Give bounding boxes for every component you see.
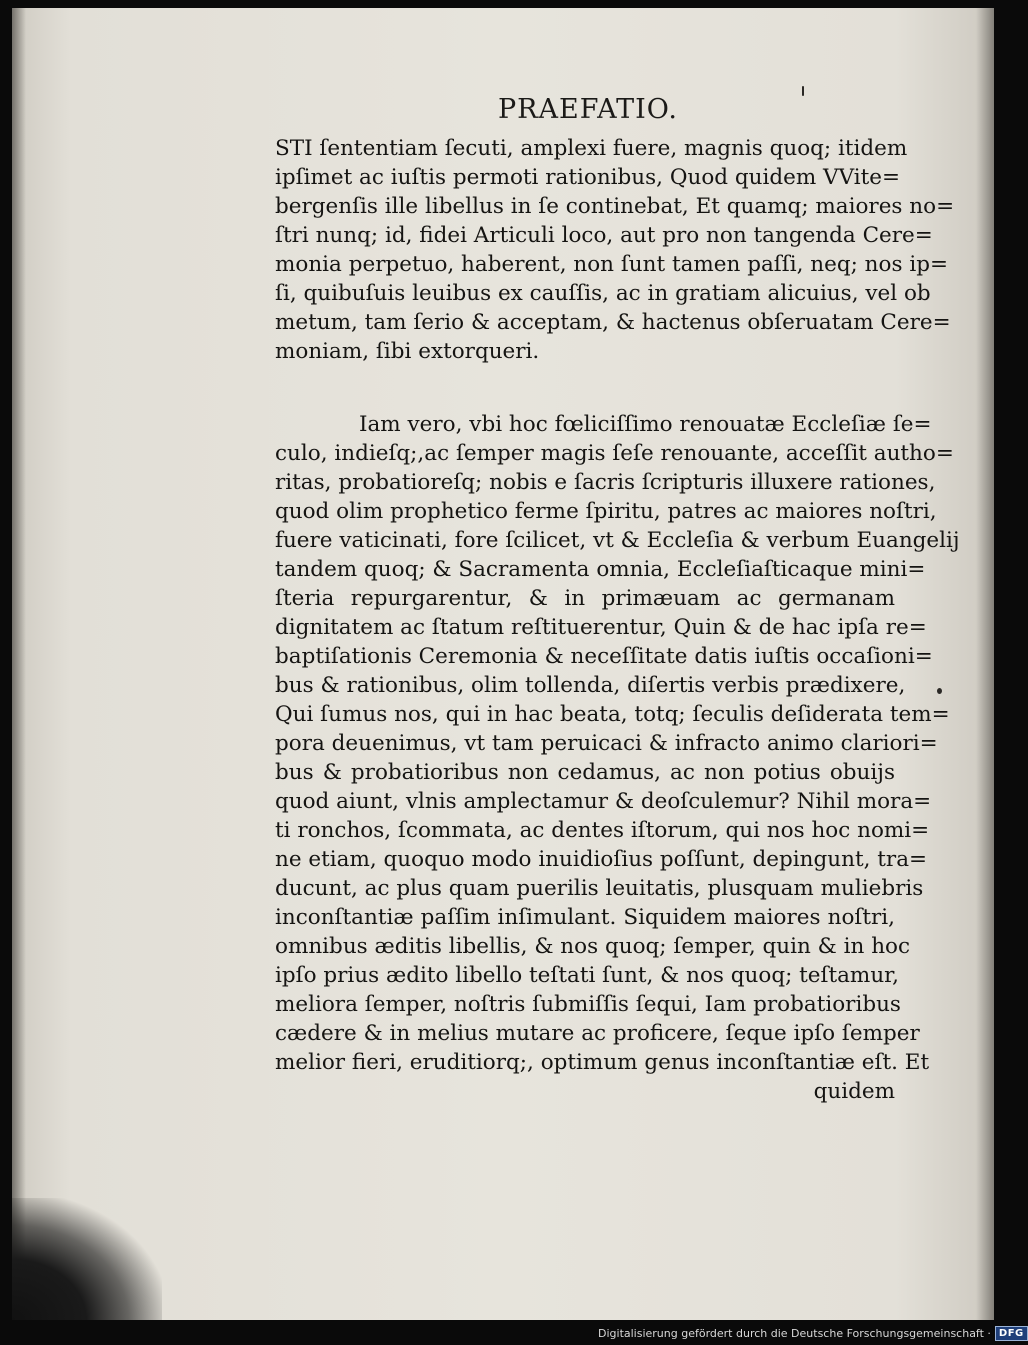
catchword: quidem: [813, 1079, 895, 1104]
text-line: Iam vero, vbi hoc fœliciſſimo renouatæ Eccleſiæ ſe=: [359, 412, 932, 437]
edge-shadow: [976, 8, 994, 1320]
funding-note: Digitalisierung gefördert durch die Deutsche Forschungsgemeinschaft ·: [598, 1326, 991, 1340]
dfg-logo-icon: DFG: [995, 1326, 1028, 1341]
running-head: PRAEFATIO.: [498, 94, 678, 125]
text-line: cædere & in melius mutare ac proficere, ſeque ipſo ſemper: [275, 1021, 920, 1046]
text-line: pora deuenimus, vt tam peruicaci & infracto animo clariori=: [275, 731, 938, 756]
text-line: ipſo prius ædito libello teſtati ſunt, & nos quoq; teſtamur,: [275, 963, 899, 988]
book-page: [12, 8, 994, 1320]
text-line: omnibus æditis libellis, & nos quoq; ſemper, quin & in hoc: [275, 934, 911, 959]
text-line: baptiſationis Ceremonia & neceſſitate datis iuſtis occaſioni=: [275, 644, 933, 669]
text-line: bus & rationibus, olim tollenda, diſertis verbis prædixere,: [275, 673, 906, 698]
text-line: quod olim prophetico ferme ſpiritu, patres ac maiores noſtri,: [275, 499, 937, 524]
text-line: tandem quoq; & Sacramenta omnia, Eccleſiaſticaque mini=: [275, 557, 926, 582]
paragraph-2: [275, 410, 960, 1077]
text-line: ritas, probatioreſq; nobis e ſacris ſcripturis illuxere rationes,: [275, 470, 936, 495]
text-line: metum, tam ſerio & acceptam, & hactenus obſeruatam Cere=: [275, 310, 951, 335]
paragraph-1: [275, 134, 955, 366]
text-line: moniam, ſibi extorqueri.: [275, 339, 540, 364]
text-line: bergenſis ille libellus in ſe continebat, Et quamq; maiores no=: [275, 194, 955, 219]
body-text: [275, 134, 960, 1106]
text-line: ti ronchos, ſcommata, ac dentes iſtorum, qui nos hoc nomi=: [275, 818, 930, 843]
text-line: culo, indieſq;,ac ſemper magis ſeſe renouante, acceſſit autho=: [275, 441, 954, 466]
text-line: dignitatem ac ſtatum reſtituerentur, Quin & de hac ipſa re=: [275, 615, 927, 640]
footer-credit: [598, 1326, 1028, 1340]
text-line: monia perpetuo, haberent, non ſunt tamen paſſi, neq; nos ip=: [275, 252, 948, 277]
text-line: meliora ſemper, noſtris ſubmiſſis ſequi, Iam probatioribus: [275, 992, 901, 1017]
text-line: ipſimet ac iuſtis permoti rationibus, Quod quidem VVite=: [275, 165, 900, 190]
text-line: Qui ſumus nos, qui in hac beata, totq; ſeculis deſiderata tem=: [275, 702, 950, 727]
ink-speck: [937, 688, 942, 694]
text-line: ducunt, ac plus quam puerilis leuitatis, plusquam muliebris: [275, 876, 924, 901]
text-line: melior fieri, eruditiorq;, optimum genus inconſtantiæ eſt. Et: [275, 1050, 930, 1075]
text-line: ne etiam, quoquo modo inuidioſius poſſunt, depingunt, tra=: [275, 847, 928, 872]
text-line: STI ſententiam ſecuti, amplexi fuere, magnis quoq; itidem: [275, 136, 908, 161]
text-line: inconſtantiæ paſſim inſimulant. Siquidem maiores noſtri,: [275, 905, 895, 930]
text-line: ſi, quibuſuis leuibus ex cauſſis, ac in gratiam alicuius, vel ob: [275, 281, 931, 306]
ink-speck: [802, 86, 804, 96]
paragraph-gap: [275, 366, 895, 410]
text-line: quod aiunt, vlnis amplectamur & deoſculemur? Nihil mora=: [275, 789, 932, 814]
text-line: bus & probatioribus non cedamus, ac non potius obuijs: [275, 760, 895, 785]
damaged-corner: [12, 1198, 162, 1320]
text-line: ſteria repurgarentur, & in primæuam ac germanam: [275, 586, 895, 611]
text-line: fuere vaticinati, fore ſcilicet, vt & Eccleſia & verbum Euangelij: [275, 528, 960, 553]
gutter-shadow: [12, 8, 26, 1320]
text-line: ſtri nunq; id, fidei Articuli loco, aut pro non tangenda Cere=: [275, 223, 933, 248]
